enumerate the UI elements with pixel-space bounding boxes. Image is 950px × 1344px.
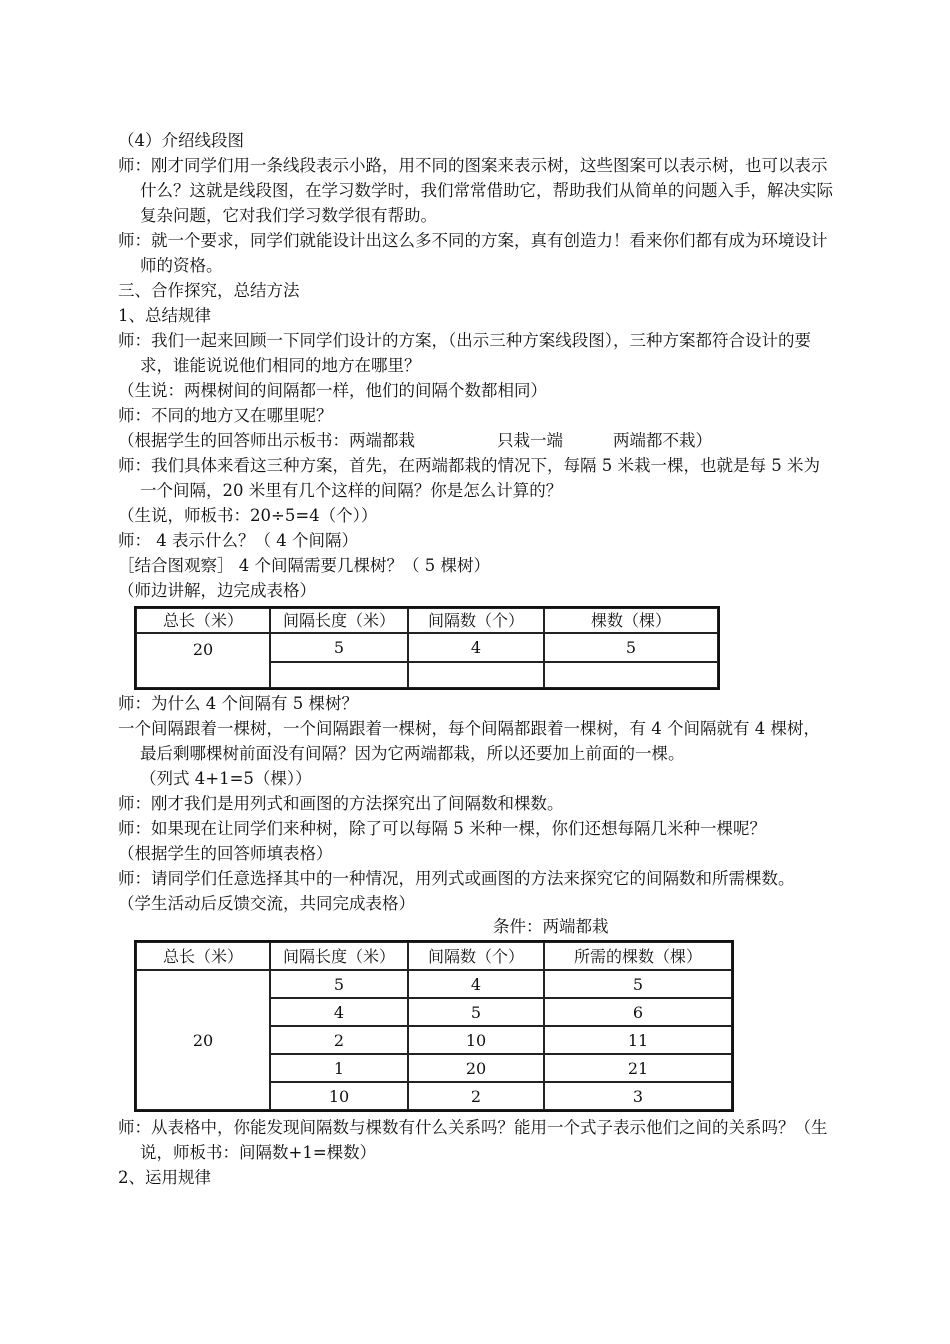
- table1-header-total: 总长（米）: [136, 608, 270, 633]
- paragraph-explanation-interval-tree: 一个间隔跟着一棵树，一个间隔跟着一棵树，每个间隔都跟着一棵树，有 4 个间隔就有 4 棵树，最后剩哪棵树前面没有间隔？因为它两端都栽，所以还要加上前面的一棵。: [118, 719, 820, 763]
- observe-diagram-question: ［结合图观察］ 4 个间隔需要几棵树？（ 5 棵树）: [118, 556, 490, 575]
- heading-line-segment-diagram: （4）介绍线段图: [118, 131, 244, 150]
- table2-cell: 20: [408, 1054, 544, 1082]
- formula-addition: （列式 4+1=5（棵））: [140, 769, 312, 788]
- table1-total-length: 20: [136, 633, 270, 688]
- board-calc-division: （生说，师板书：20÷5=4（个））: [118, 506, 378, 525]
- table2-total-length: 20: [136, 970, 270, 1110]
- table2-cell: 21: [544, 1054, 732, 1082]
- table1-cell-interval-length: 5: [270, 633, 408, 662]
- table2-cell: 10: [270, 1082, 408, 1110]
- subheading-summarize-rules: 1、总结规律: [118, 306, 211, 325]
- table2-cell: 1: [270, 1054, 408, 1082]
- table2-header-interval-count: 间隔数（个）: [408, 942, 544, 970]
- table2-cell: 5: [270, 970, 408, 998]
- section-heading-cooperative-exploration: 三、合作探究，总结方法: [118, 281, 300, 300]
- paragraph-teacher-relationship: 师：从表格中，你能发现间隔数与棵数有什么关系吗？能用一个式子表示他们之间的关系吗？（生说，师板书：间隔数+1=棵数）: [118, 1118, 828, 1162]
- table2-cell: 6: [544, 998, 732, 1026]
- table1-empty-cell: [544, 662, 718, 688]
- table-intervals-basic: [134, 606, 720, 690]
- teacher-summary-methods: 师：刚才我们是用列式和画图的方法探究出了间隔数和棵数。: [118, 794, 564, 813]
- teacher-fill-table: （根据学生的回答师填表格）: [118, 844, 333, 863]
- table-intervals-both-ends: [134, 940, 734, 1112]
- table2-header-total: 总长（米）: [136, 942, 270, 970]
- table2-cell: 2: [408, 1082, 544, 1110]
- table1-header-interval-length: 间隔长度（米）: [270, 608, 408, 633]
- table2-cell: 4: [408, 970, 544, 998]
- student-answer-same: （生说：两棵树间的间隔都一样，他们的间隔个数都相同）: [118, 381, 547, 400]
- table2-caption: 条件：两端都栽: [493, 917, 609, 936]
- table1-cell-interval-count: 4: [408, 633, 544, 662]
- table2-header-tree-count: 所需的棵数（棵）: [544, 942, 732, 970]
- case-no-ends: 两端都不栽）: [613, 431, 712, 450]
- paragraph-teacher-choose-case: 师：请同学们任意选择其中的一种情况，用列式或画图的方法来探究它的间隔数和所需棵数。: [118, 869, 795, 888]
- paragraph-teacher-interval: 师：我们具体来看这三种方案，首先，在两端都栽的情况下，每隔 5 米栽一棵，也就是每 5 米为一个间隔，20 米里有几个这样的间隔？你是怎么计算的？: [118, 456, 820, 500]
- table2-cell: 2: [270, 1026, 408, 1054]
- table2-header-interval-length: 间隔长度（米）: [270, 942, 408, 970]
- teacher-question-why-five: 师：为什么 4 个间隔有 5 棵树？: [118, 694, 358, 713]
- table2-cell: 5: [408, 998, 544, 1026]
- table2-cell: 4: [270, 998, 408, 1026]
- paragraph-teacher-creativity: 师：就一个要求，同学们就能设计出这么多不同的方案，真有创造力！看来你们都有成为环境设计师的资格。: [118, 231, 828, 275]
- case-one-end: 只栽一端: [497, 431, 563, 450]
- student-activity-feedback: （学生活动后反馈交流，共同完成表格）: [118, 894, 415, 913]
- table1-cell-tree-count: 5: [544, 633, 718, 662]
- case-both-ends: （根据学生的回答师出示板书：两端都栽: [118, 431, 415, 450]
- subheading-apply-rules: 2、运用规律: [118, 1168, 211, 1187]
- paragraph-teacher-review: 师：我们一起来回顾一下同学们设计的方案，（出示三种方案线段图），三种方案都符合设计的要求，谁能说说他们相同的地方在哪里？: [118, 331, 811, 375]
- table2-cell: 11: [544, 1026, 732, 1054]
- teacher-question-meaning: 师： 4 表示什么？（ 4 个间隔）: [118, 531, 358, 550]
- document-page: [118, 128, 833, 1190]
- teacher-question-different: 师：不同的地方又在哪里呢？: [118, 406, 333, 425]
- table2-cell: 5: [544, 970, 732, 998]
- table1-header-interval-count: 间隔数（个）: [408, 608, 544, 633]
- table1-empty-cell: [408, 662, 544, 688]
- board-writing-three-cases: [118, 428, 833, 453]
- table2-cell: 3: [544, 1082, 732, 1110]
- table1-empty-cell: [270, 662, 408, 688]
- table1-header-tree-count: 棵数（棵）: [544, 608, 718, 633]
- teacher-question-other-spacing: 师：如果现在让同学们来种树，除了可以每隔 5 米种一棵，你们还想每隔几米种一棵呢？: [118, 819, 766, 838]
- teacher-explain-table: （师边讲解，边完成表格）: [118, 581, 316, 600]
- table2-cell: 10: [408, 1026, 544, 1054]
- paragraph-teacher-line-diagram: 师：刚才同学们用一条线段表示小路，用不同的图案来表示树，这些图案可以表示树，也可以表示什么？这就是线段图，在学习数学时，我们常常借助它，帮助我们从简单的问题入手，解决实际复杂问题，它对我们学习数学很有帮助。: [118, 156, 833, 225]
